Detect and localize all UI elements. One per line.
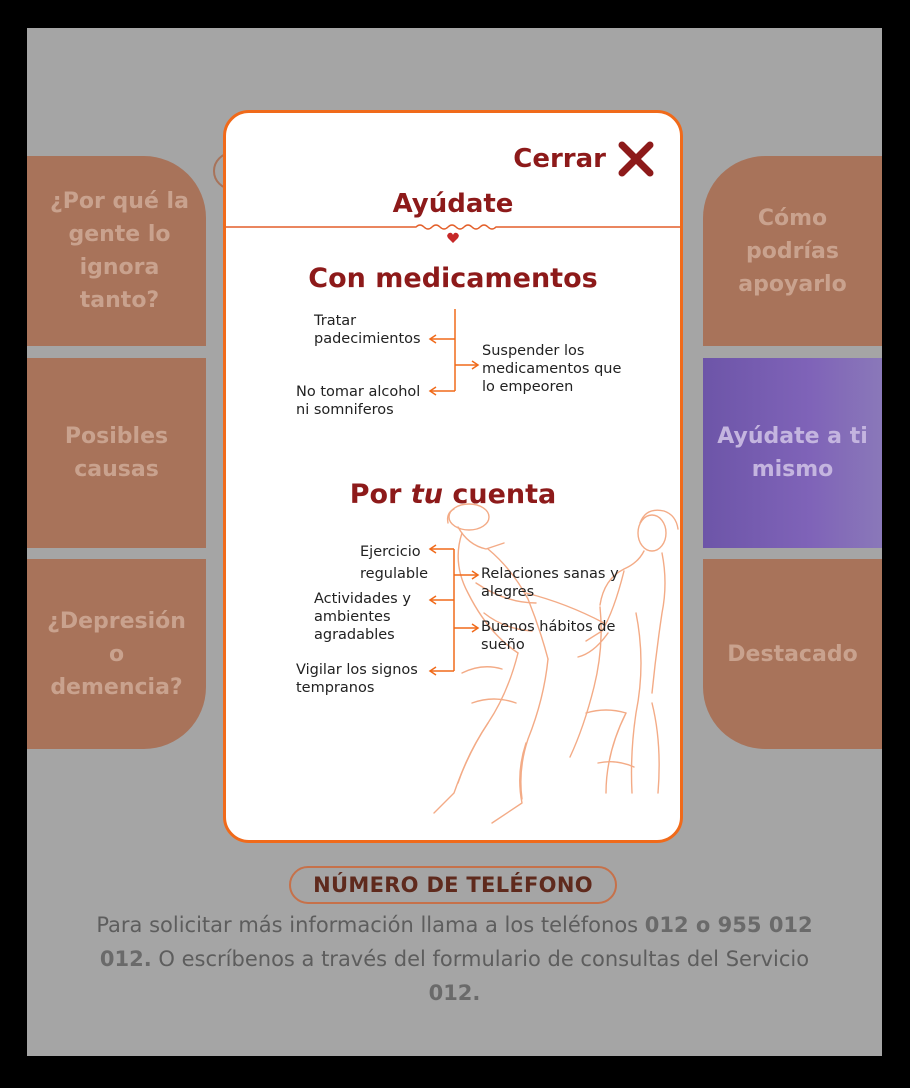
tile-posibles-causas[interactable] — [27, 358, 206, 548]
section-por-tu-cuenta-title — [226, 479, 680, 510]
item-ejercicio: Ejercicio regulable — [360, 544, 429, 582]
section-title-emphasis: tu — [410, 479, 443, 510]
phone-title: NÚMERO DE TELÉFONO — [313, 873, 593, 897]
tile-label: ¿Depresión o demencia? — [47, 608, 186, 700]
tile-label: ¿Por qué la gente lo ignora tanto? — [50, 189, 189, 313]
close-label: Cerrar — [513, 144, 606, 174]
phone-info-text — [87, 908, 822, 1010]
tile-destacado[interactable] — [703, 559, 882, 749]
heart-icon — [447, 233, 459, 243]
help-modal — [223, 110, 683, 843]
close-button[interactable] — [513, 139, 656, 179]
item-suspender-medicamentos: Suspender los medicamentos que lo empeoren — [482, 343, 622, 395]
tile-label: Destacado — [727, 641, 858, 667]
page-overlay — [27, 28, 882, 1056]
section-title-part: Por — [349, 479, 411, 510]
tile-depresion-demencia[interactable] — [27, 559, 206, 749]
item-buenos-habitos: Buenos hábitos de sueño — [481, 619, 616, 653]
phone-numbers: 012 o 955 012 012. — [99, 913, 813, 971]
phone-service: 012. — [428, 981, 481, 1005]
phone-text-part: Para solicitar más información llama a los teléfonos — [96, 913, 645, 937]
section-medicamentos-title: Con medicamentos — [308, 263, 598, 294]
item-tratar-padecimientos: Tratar padecimientos — [314, 313, 421, 347]
tile-label: Ayúdate a ti mismo — [717, 424, 868, 482]
tile-como-apoyarlo[interactable] — [703, 156, 882, 346]
close-icon — [616, 139, 656, 179]
modal-title: Ayúdate — [392, 189, 514, 219]
tile-por-que-ignora[interactable] — [27, 156, 206, 346]
item-no-alcohol: No tomar alcohol ni somniferos — [296, 384, 421, 418]
phone-title-pill — [289, 866, 617, 904]
item-vigilar-signos: Vigilar los signos tempranos — [296, 662, 418, 696]
title-divider — [226, 221, 680, 251]
tile-label: Cómo podrías apoyarlo — [738, 205, 847, 297]
tile-label: Posibles causas — [64, 424, 169, 482]
tile-ayudate-ti-mismo[interactable] — [703, 358, 882, 548]
section-title-part: cuenta — [442, 479, 557, 510]
item-actividades: Actividades y ambientes agradables — [314, 591, 411, 643]
phone-text-part: O escríbenos a través del formulario de consultas del Servicio — [151, 947, 810, 971]
item-relaciones: Relaciones sanas y alegres — [481, 566, 619, 600]
